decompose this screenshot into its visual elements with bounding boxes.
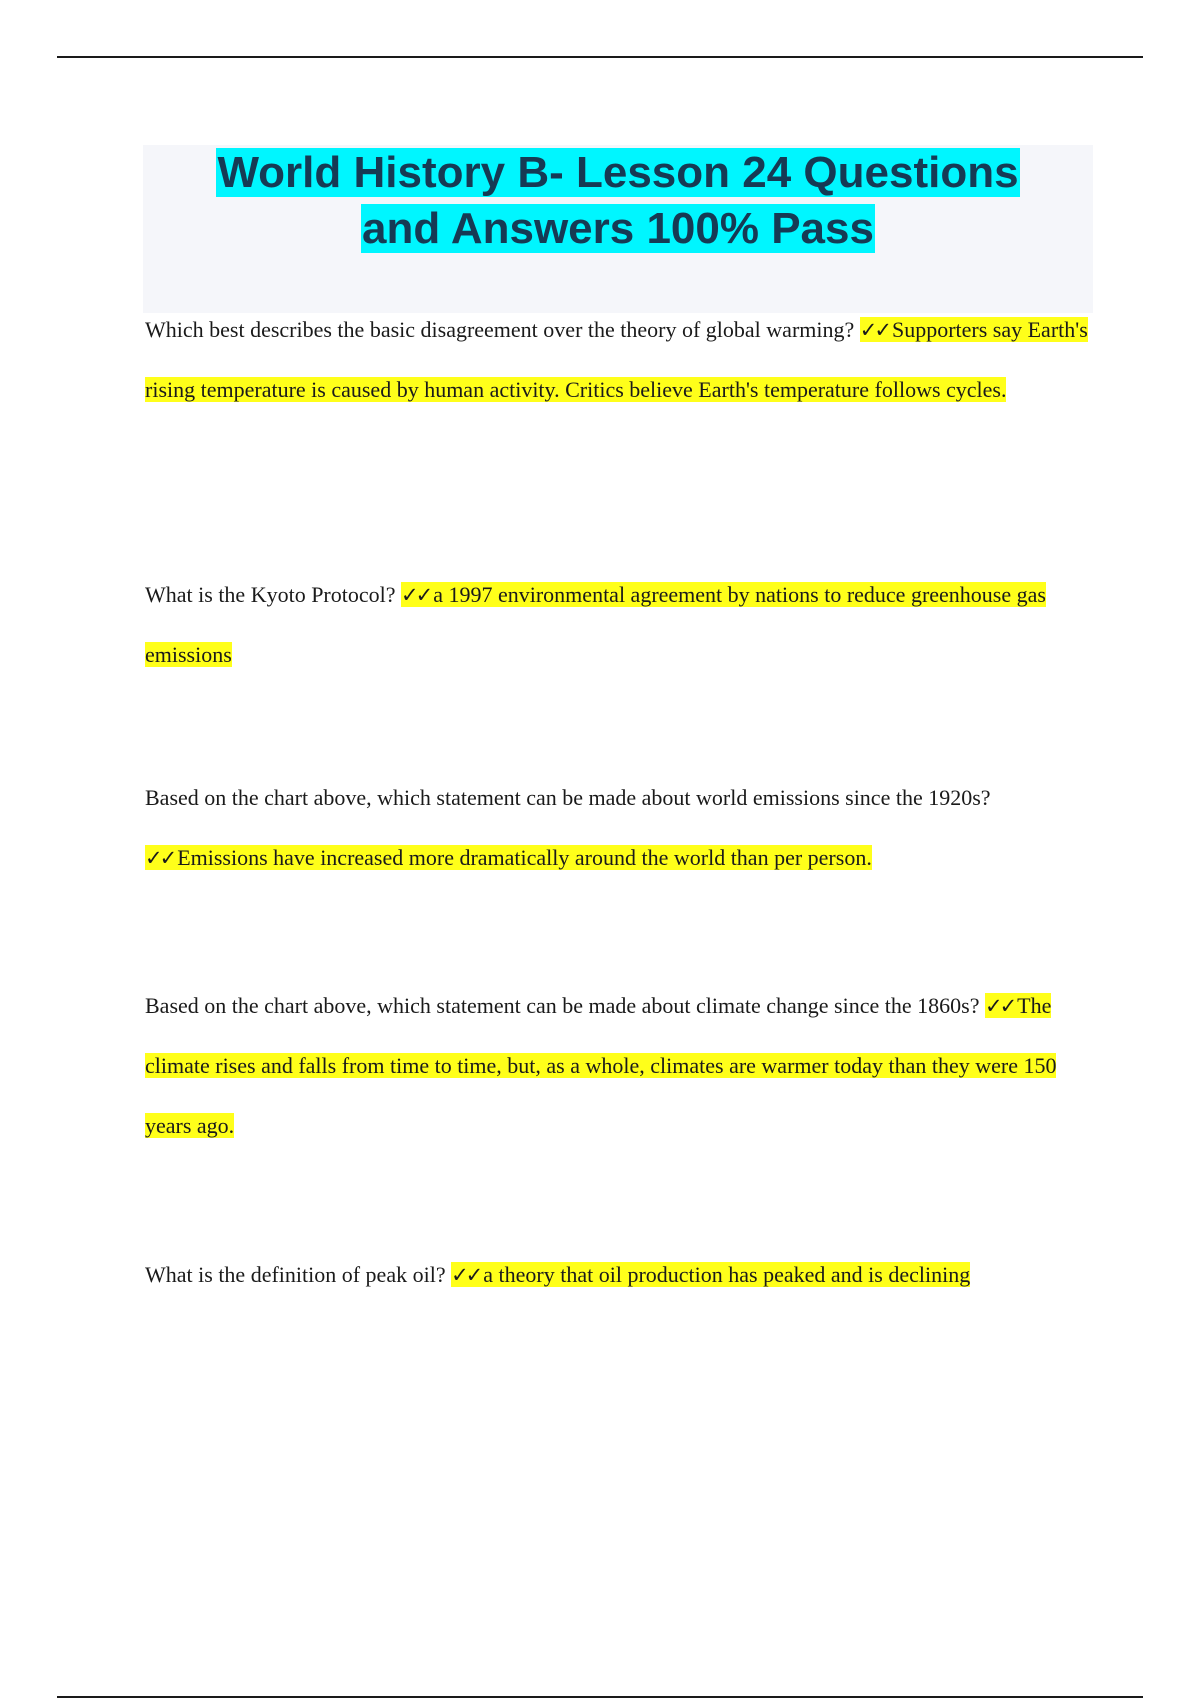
title-block	[143, 145, 1093, 313]
double-check-icon: ✓✓	[401, 583, 431, 607]
title-line-2: and Answers 100% Pass	[362, 204, 874, 253]
question-text: Which best describes the basic disagreement over the theory of global warming?	[145, 317, 860, 342]
qa-item-2	[145, 565, 1095, 685]
top-rule	[57, 56, 1143, 58]
answer-text: a 1997 environmental agreement by nations to reduce greenhouse gas emissions	[145, 582, 1046, 667]
question-text: Based on the chart above, which statement can be made about climate change since the 1860s?	[145, 993, 985, 1018]
answer-text: Supporters say Earth's rising temperature is caused by human activity. Critics believe Earth's temperature follows cycles.	[145, 317, 1088, 402]
double-check-icon: ✓✓	[145, 846, 175, 870]
question-text: What is the Kyoto Protocol?	[145, 582, 402, 607]
bottom-rule	[57, 1696, 1143, 1698]
question-text: What is the definition of peak oil?	[145, 1262, 452, 1287]
answer-highlight	[145, 845, 872, 870]
answer-text: a theory that oil production has peaked and is declining	[483, 1262, 971, 1287]
qa-item-5	[145, 1245, 1095, 1305]
qa-item-4	[145, 976, 1095, 1156]
question-text: Based on the chart above, which statement can be made about world emissions since the 1920s?	[145, 785, 991, 810]
answer-text: Emissions have increased more dramatically around the world than per person.	[177, 845, 872, 870]
double-check-icon: ✓✓	[859, 318, 889, 342]
double-check-icon: ✓✓	[451, 1263, 481, 1287]
qa-item-1	[145, 300, 1095, 420]
double-check-icon: ✓✓	[984, 994, 1015, 1018]
answer-highlight	[451, 1262, 970, 1287]
document-title	[143, 145, 1093, 257]
title-line-1: World History B- Lesson 24 Questions	[217, 148, 1019, 197]
qa-item-3	[145, 768, 1095, 888]
answer-text: The climate rises and falls from time to time, but, as a whole, climates are warmer today than they were 150 years ago.	[145, 993, 1057, 1138]
